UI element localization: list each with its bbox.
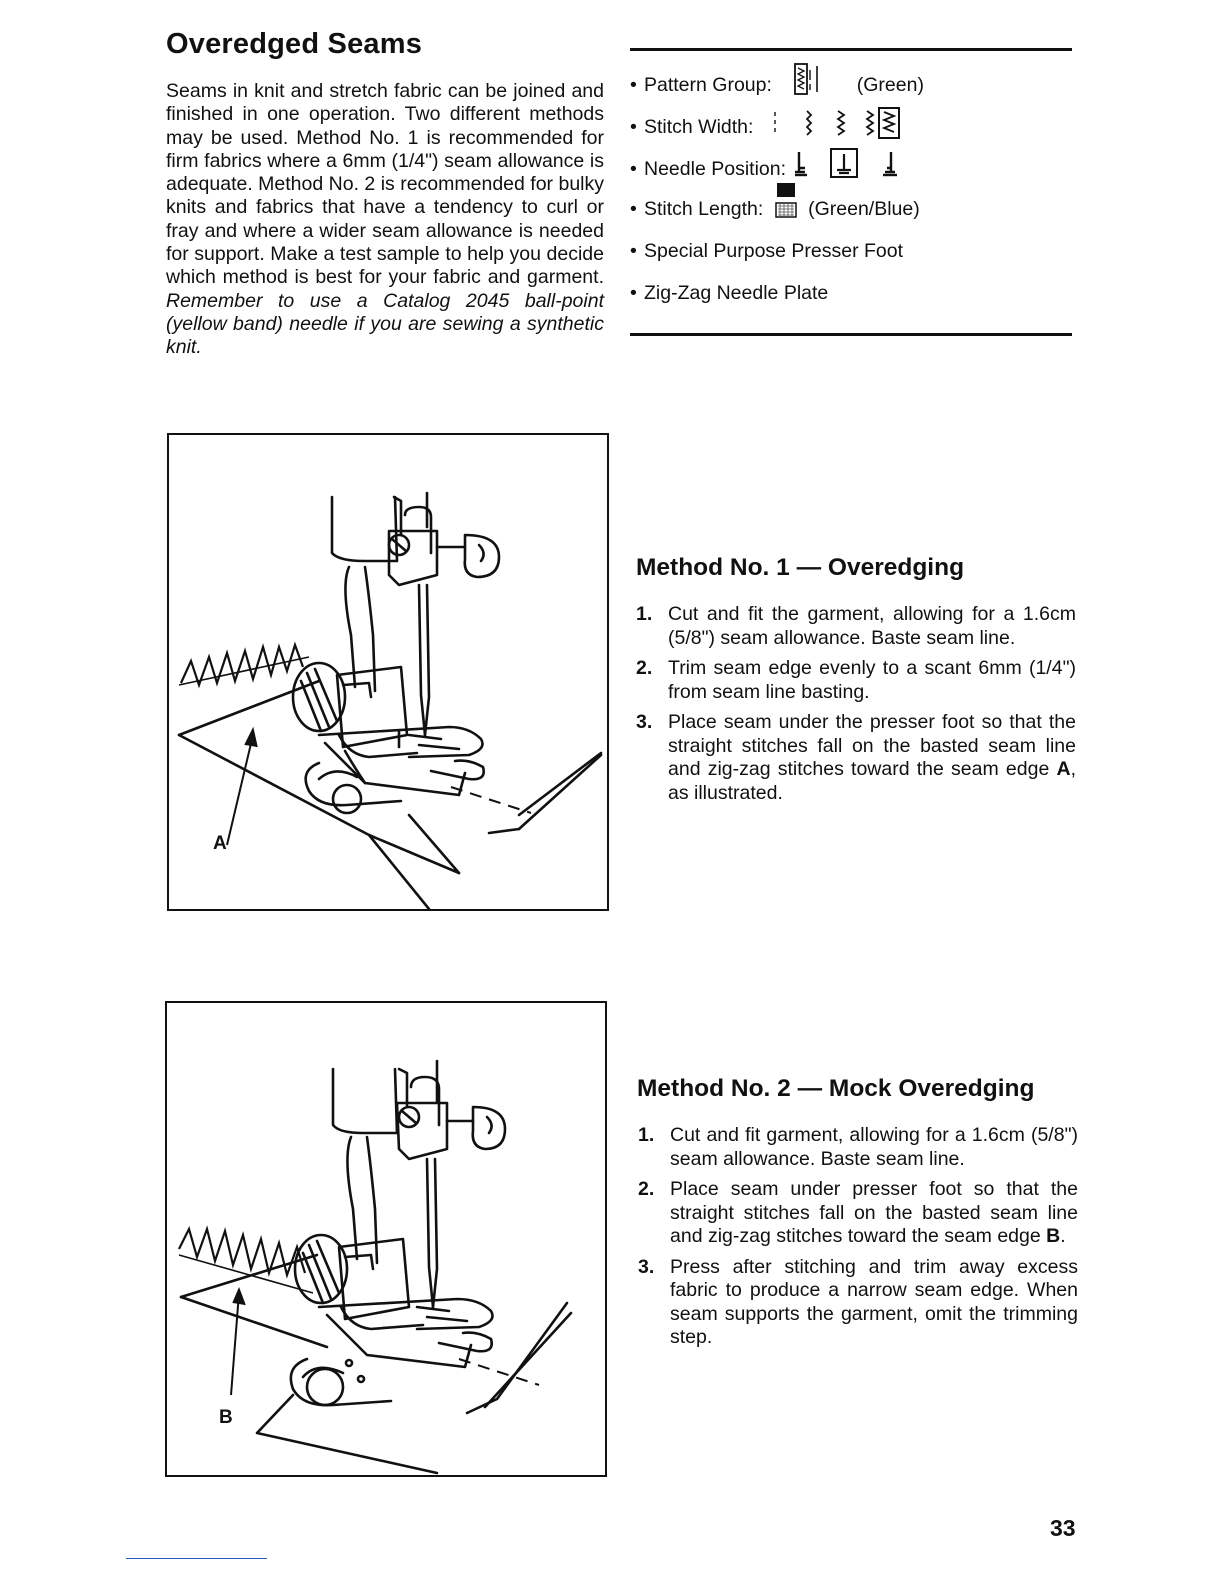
sewing-machine-illustration-1 [169, 435, 607, 909]
presser-foot-text: Special Purpose Presser Foot [644, 240, 904, 262]
specs-bottom-rule [630, 333, 1072, 336]
sewing-machine-illustration-2 [167, 1003, 605, 1475]
pattern-group-label: Pattern Group: [644, 74, 772, 97]
page-title: Overedged Seams [166, 28, 423, 60]
step-number: 1. [636, 603, 653, 625]
step-number: 2. [636, 657, 653, 679]
step-tail: . [1060, 1225, 1066, 1247]
method-2-step [638, 1178, 1078, 1249]
needle-position-label: Needle Position: [644, 158, 787, 181]
step-text: Press after stitching and trim away excess fabric to produce a narrow seam edge. When seam supports the garment, omit the trimming step. [670, 1255, 1078, 1348]
step-number: 1. [638, 1124, 655, 1146]
step-text: Cut and fit garment, allowing for a 1.6cm (5/8") seam allowance. Baste seam line. [670, 1124, 1078, 1170]
footer-rule [126, 1558, 267, 1559]
step-text: Place seam under presser foot so that the straight stitches fall on the basted seam line and zig-zag stitches toward the seam edge [670, 1178, 1078, 1247]
specs-top-rule [630, 48, 1072, 51]
spec-needle-position: • Needle Position: [630, 158, 931, 182]
method-2-step [638, 1256, 1078, 1350]
method-1-step [636, 603, 1076, 650]
method-2-step [638, 1124, 1078, 1171]
stitch-length-note: (Green/Blue) [808, 198, 920, 220]
intro-emphasis: Remember to use a Catalog 2045 ball-point (yellow band) needle if you are sewing a synthetic knit. [166, 289, 604, 359]
figure-label-a: A [213, 833, 227, 854]
method-1-step [636, 711, 1076, 805]
spec-stitch-length: • Stitch Length: (Green/Blue) [630, 198, 920, 221]
spec-needle-plate: • Zig-Zag Needle Plate [630, 282, 829, 304]
needle-position-icon [791, 146, 931, 182]
stitch-length-icon [769, 181, 803, 221]
spec-presser-foot: • Special Purpose Presser Foot [630, 240, 904, 262]
step-number: 2. [638, 1178, 655, 1200]
step-tail: , as illustrated. [668, 758, 1076, 804]
step-text: Trim seam edge evenly to a scant 6mm (1/4") from seam line basting. [668, 657, 1076, 703]
figure-method-2 [165, 1001, 607, 1477]
stitch-width-icon [759, 106, 939, 140]
method-1-steps [636, 603, 1076, 812]
figure-method-1 [167, 433, 609, 911]
step-text: Place seam under the presser foot so that the straight stitches fall on the basted seam line and zig-zag stitches toward the seam edge [668, 711, 1076, 780]
pattern-group-icon [777, 60, 847, 98]
figure-label-b: B [219, 1407, 233, 1428]
step-number: 3. [638, 1255, 655, 1278]
intro-paragraph [166, 80, 604, 360]
step-bold-label: B [1046, 1225, 1061, 1247]
spec-stitch-width: • Stitch Width: [630, 116, 939, 140]
step-number: 3. [636, 711, 653, 733]
method-1-title: Method No. 1 — Overedging [636, 554, 965, 581]
method-2-steps [638, 1124, 1078, 1357]
page-number: 33 [1050, 1515, 1076, 1541]
method-2-title: Method No. 2 — Mock Overedging [637, 1075, 1035, 1102]
needle-plate-text: Zig-Zag Needle Plate [644, 282, 829, 304]
stitch-width-label: Stitch Width: [644, 116, 754, 139]
step-bold-label: A [1056, 758, 1071, 780]
method-1-step [636, 657, 1076, 704]
spec-pattern-group: • Pattern Group: (Green) [630, 74, 924, 98]
stitch-length-label: Stitch Length: [644, 198, 764, 220]
pattern-group-note: (Green) [856, 74, 924, 97]
step-text: Cut and fit the garment, allowing for a 1.6cm (5/8") seam allowance. Baste seam line. [668, 603, 1076, 649]
intro-text: Seams in knit and stretch fabric can be joined and finished in one operation. Two different methods may be used. Method No. 1 is recommended for firm fabrics where a 6mm (1/4") seam allowance is adequate. Method No. 2 is recommended for bulky knits and fabrics that have a tendency to curl or fray and where a wider seam allowance is needed for support. Make a test sample to help you decide which method is best for your fabric and garment. [166, 80, 604, 289]
